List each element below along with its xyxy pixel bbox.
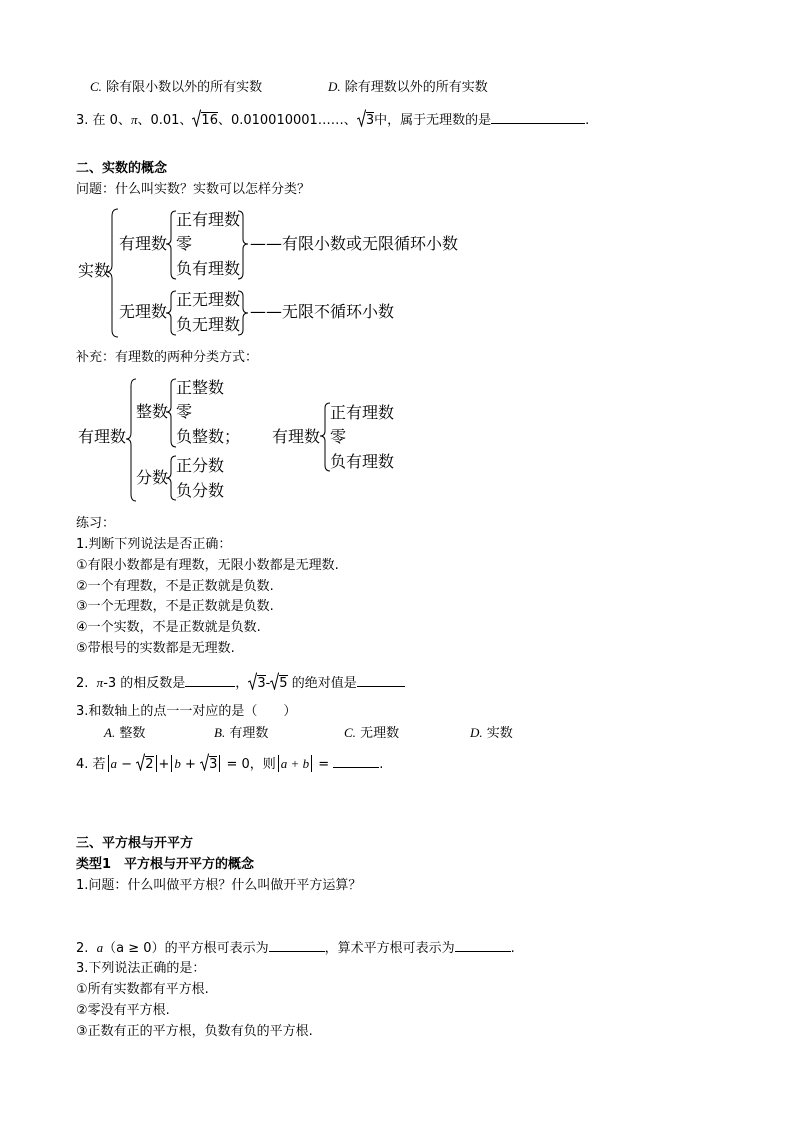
sqrt-16: [192, 109, 218, 130]
supplement-text: 补充：有理数的两种分类方式：: [76, 350, 259, 365]
choice-d: [470, 724, 513, 743]
abs-bar: [311, 755, 312, 772]
statement-item: ②零没有平方根.: [76, 1003, 170, 1018]
answer-blank[interactable]: [357, 674, 405, 687]
option-text: 除有理数以外的所有实数: [344, 80, 488, 95]
sqrt-3: [357, 109, 374, 130]
sqrt-5: [270, 672, 287, 693]
q2-part1: -3 的相反数是: [103, 676, 186, 691]
label-positive-fraction: 正分数: [176, 456, 225, 475]
abs-bar: [171, 755, 172, 772]
type-heading: 类型1 平方根与开平方的概念: [76, 857, 255, 872]
choice-text: 有理数: [229, 726, 269, 741]
option-label: D.: [328, 79, 341, 94]
left-brace: [166, 455, 176, 501]
left-brace: [166, 210, 176, 280]
q2-part1: 的平方根可表示为: [164, 941, 269, 956]
pi-symbol: π: [96, 675, 104, 690]
answer-blank[interactable]: [185, 674, 235, 687]
q3-suffix: 中，属于无理数的是: [374, 113, 492, 128]
a-plus-b: a + b: [280, 756, 310, 771]
statement-item: ③一个无理数，不是正数就是负数.: [76, 599, 274, 614]
q2-sep: ，: [235, 676, 249, 691]
left-brace: [166, 290, 176, 336]
var-a: a: [96, 940, 104, 955]
answer-blank[interactable]: [269, 939, 325, 952]
q4-prefix: 4. 若: [76, 757, 106, 772]
choice-c: [344, 724, 399, 743]
label-negative-rational: 负有理数: [176, 259, 241, 278]
answer-blank[interactable]: [491, 111, 585, 124]
q2-end: .: [510, 941, 515, 956]
abs-bar: [108, 755, 109, 772]
radicand: 16: [201, 113, 218, 128]
q3-end: .: [585, 113, 590, 128]
question-text: 问题：什么叫实数？实数可以怎样分类？: [76, 182, 311, 197]
label-positive-irrational: 正无理数: [176, 290, 241, 309]
question-3-irrational: [76, 109, 589, 130]
statement-item: ①有限小数都是有理数，无限小数都是无理数.: [76, 558, 339, 573]
choice-label: D.: [470, 725, 483, 740]
sqrt-3: [248, 672, 265, 693]
right-brace: [238, 210, 248, 280]
abs-bar: [219, 755, 220, 772]
label-positive-rational: 正有理数: [176, 210, 241, 229]
practice-title: 练习：: [76, 516, 116, 531]
left-brace: [166, 378, 176, 448]
minus-sign: −: [117, 757, 137, 772]
label-irrational: 无理数: [119, 302, 168, 321]
radicand: 2: [145, 757, 154, 772]
section-title: 三、平方根与开平方: [76, 836, 194, 851]
option-label: C.: [90, 79, 102, 94]
label-zero: 零: [176, 234, 193, 253]
label-integer: 整数: [136, 402, 169, 421]
radicand: 3: [365, 113, 375, 128]
q2-prefix: 2.: [76, 941, 89, 956]
choice-text: 整数: [119, 726, 146, 741]
q4-eq0: = 0，则: [226, 757, 276, 772]
var-a: a: [110, 756, 118, 771]
plus-sign: +: [158, 757, 170, 772]
q3-mid2: 、0.010010001……、: [217, 113, 357, 128]
label-negative-irrational: 负无理数: [176, 315, 241, 334]
label-negative-fraction: 负分数: [176, 481, 225, 500]
choice-label: A.: [104, 725, 116, 740]
label-zero: 零: [176, 402, 193, 421]
pi-symbol: π: [130, 112, 138, 127]
section3-q3: 3.下列说法正确的是：: [76, 961, 206, 976]
rational-note: ——有限小数或无限循环小数: [250, 234, 459, 253]
option-c: [90, 78, 262, 97]
equals-sign: =: [318, 757, 330, 772]
condition: （a ≥ 0）: [103, 941, 165, 956]
label-fraction: 分数: [136, 468, 169, 487]
statement-item: ⑤带根号的实数都是无理数.: [76, 641, 235, 656]
statement-item: ②一个有理数，不是正数就是负数.: [76, 579, 274, 594]
answer-blank[interactable]: [333, 755, 379, 768]
statement-item: ④一个实数，不是正数就是负数.: [76, 620, 261, 635]
abs-bar: [278, 755, 279, 772]
choice-a: [104, 724, 145, 743]
q3-mid1: 、0.01、: [137, 113, 193, 128]
sqrt-2: [136, 753, 153, 774]
sqrt-3: [200, 753, 217, 774]
var-b: b: [174, 756, 181, 771]
choice-label: B.: [214, 725, 226, 740]
section3-q1: 1.问题：什么叫做平方根？什么叫做开平方运算？: [76, 878, 362, 893]
radicand: 3: [257, 676, 266, 691]
section3-q2: [76, 939, 515, 958]
radicand: 5: [279, 676, 288, 691]
choice-label: C.: [344, 725, 356, 740]
option-d: [328, 78, 488, 97]
practice-q1: 1.判断下列说法是否正确：: [76, 537, 232, 552]
left-brace: [320, 402, 330, 472]
q2-part2: ，算术平方根可表示为: [324, 941, 455, 956]
practice-q4: [76, 753, 383, 774]
label-rational: 有理数: [78, 427, 127, 446]
label-real: 实数: [78, 261, 111, 280]
label-positive-rational: 正有理数: [330, 403, 395, 422]
choice-b: [214, 724, 268, 743]
right-brace: [238, 290, 248, 336]
statement-item: ③正数有正的平方根，负数有负的平方根.: [76, 1024, 313, 1039]
left-brace: [106, 208, 118, 338]
irrational-note: ——无限不循环小数: [250, 302, 395, 321]
q4-end: .: [379, 757, 384, 772]
label-negative-rational: 负有理数: [330, 452, 395, 471]
left-brace: [126, 378, 136, 502]
choice-text: 无理数: [360, 726, 400, 741]
choice-text: 实数: [486, 726, 513, 741]
label-rational: 有理数: [119, 234, 168, 253]
practice-q3: 3.和数轴上的点一一对应的是（ ）: [76, 704, 297, 719]
statement-item: ①所有实数都有平方根.: [76, 982, 209, 997]
label-rational: 有理数: [272, 427, 321, 446]
abs-bar: [156, 755, 157, 772]
q3-prefix: 3. 在 0、: [76, 113, 131, 128]
q2-part2: 的绝对值是: [291, 676, 357, 691]
practice-q2: [76, 672, 405, 693]
minus-sign: -: [265, 676, 271, 691]
label-negative-integer: 负整数；: [176, 427, 241, 446]
plus-sign: +: [180, 757, 201, 772]
q2-prefix: 2.: [76, 676, 89, 691]
option-text: 除有限小数以外的所有实数: [106, 80, 263, 95]
label-zero: 零: [330, 427, 347, 446]
label-positive-integer: 正整数: [176, 378, 225, 397]
radicand: 3: [209, 757, 218, 772]
section-title: 二、实数的概念: [76, 161, 168, 176]
answer-blank[interactable]: [455, 939, 511, 952]
